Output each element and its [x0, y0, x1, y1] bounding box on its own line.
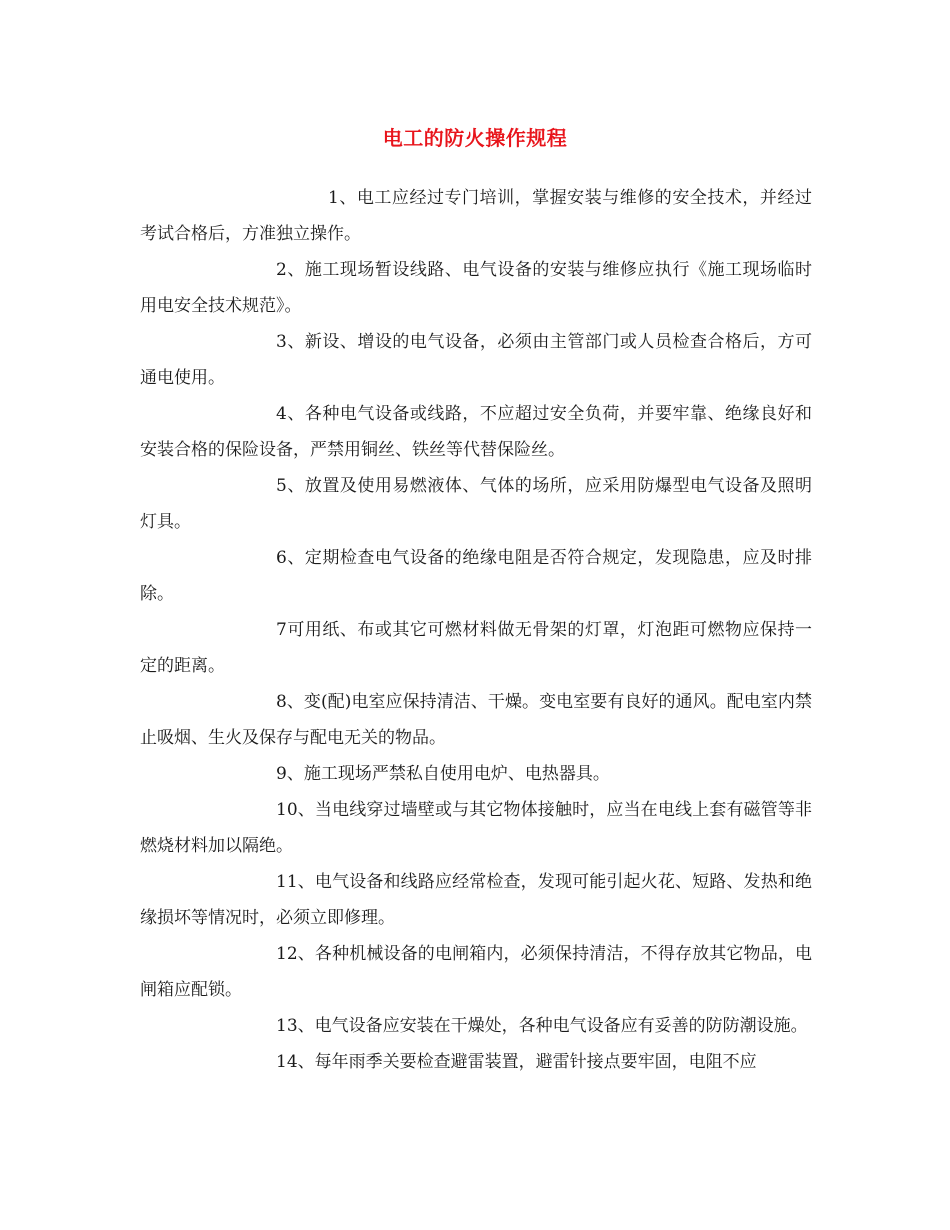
document-title: 电工的防火操作规程: [382, 126, 568, 150]
paragraph-9: 9、施工现场严禁私自使用电炉、电热器具。: [276, 764, 610, 784]
paragraph-13: 13、电气设备应安装在干燥处，各种电气设备应有妥善的防防潮设施。: [276, 1016, 808, 1036]
document-body: [140, 180, 812, 1080]
paragraph-7: 7可用纸、布或其它可燃材料做无骨架的灯罩，灯泡距可燃物应保持一定的距离。: [140, 620, 812, 676]
paragraph-8: 8、变(配)电室应保持清洁、干燥。变电室要有良好的通风。配电室内禁止吸烟、生火及保存与配电无关的物品。: [140, 692, 812, 748]
paragraph-12: 12、各种机械设备的电闸箱内，必须保持清洁，不得存放其它物品，电闸箱应配锁。: [140, 944, 812, 1000]
paragraph-14: 14、每年雨季关要检查避雷装置，避雷针接点要牢固，电阻不应: [276, 1052, 757, 1072]
paragraph-11: 11、电气设备和线路应经常检查，发现可能引起火花、短路、发热和绝缘损坏等情况时，必须立即修理。: [140, 872, 812, 928]
paragraph-5: 5、放置及使用易燃液体、气体的场所，应采用防爆型电气设备及照明灯具。: [140, 476, 812, 532]
paragraph-2: 2、施工现场暂设线路、电气设备的安装与维修应执行《施工现场临时用电安全技术规范》。: [140, 260, 812, 316]
paragraph-1: 1、电工应经过专门培训，掌握安装与维修的安全技术，并经过考试合格后，方准独立操作。: [140, 188, 812, 244]
paragraph-6: 6、定期检查电气设备的绝缘电阻是否符合规定，发现隐患，应及时排除。: [140, 548, 812, 604]
paragraph-4: 4、各种电气设备或线路，不应超过安全负荷，并要牢靠、绝缘良好和安装合格的保险设备，严禁用铜丝、铁丝等代替保险丝。: [140, 404, 812, 460]
paragraph-3: 3、新设、增设的电气设备，必须由主管部门或人员检查合格后，方可通电使用。: [140, 332, 812, 388]
paragraph-10: 10、当电线穿过墙壁或与其它物体接触时，应当在电线上套有磁管等非燃烧材料加以隔绝。: [140, 800, 812, 856]
